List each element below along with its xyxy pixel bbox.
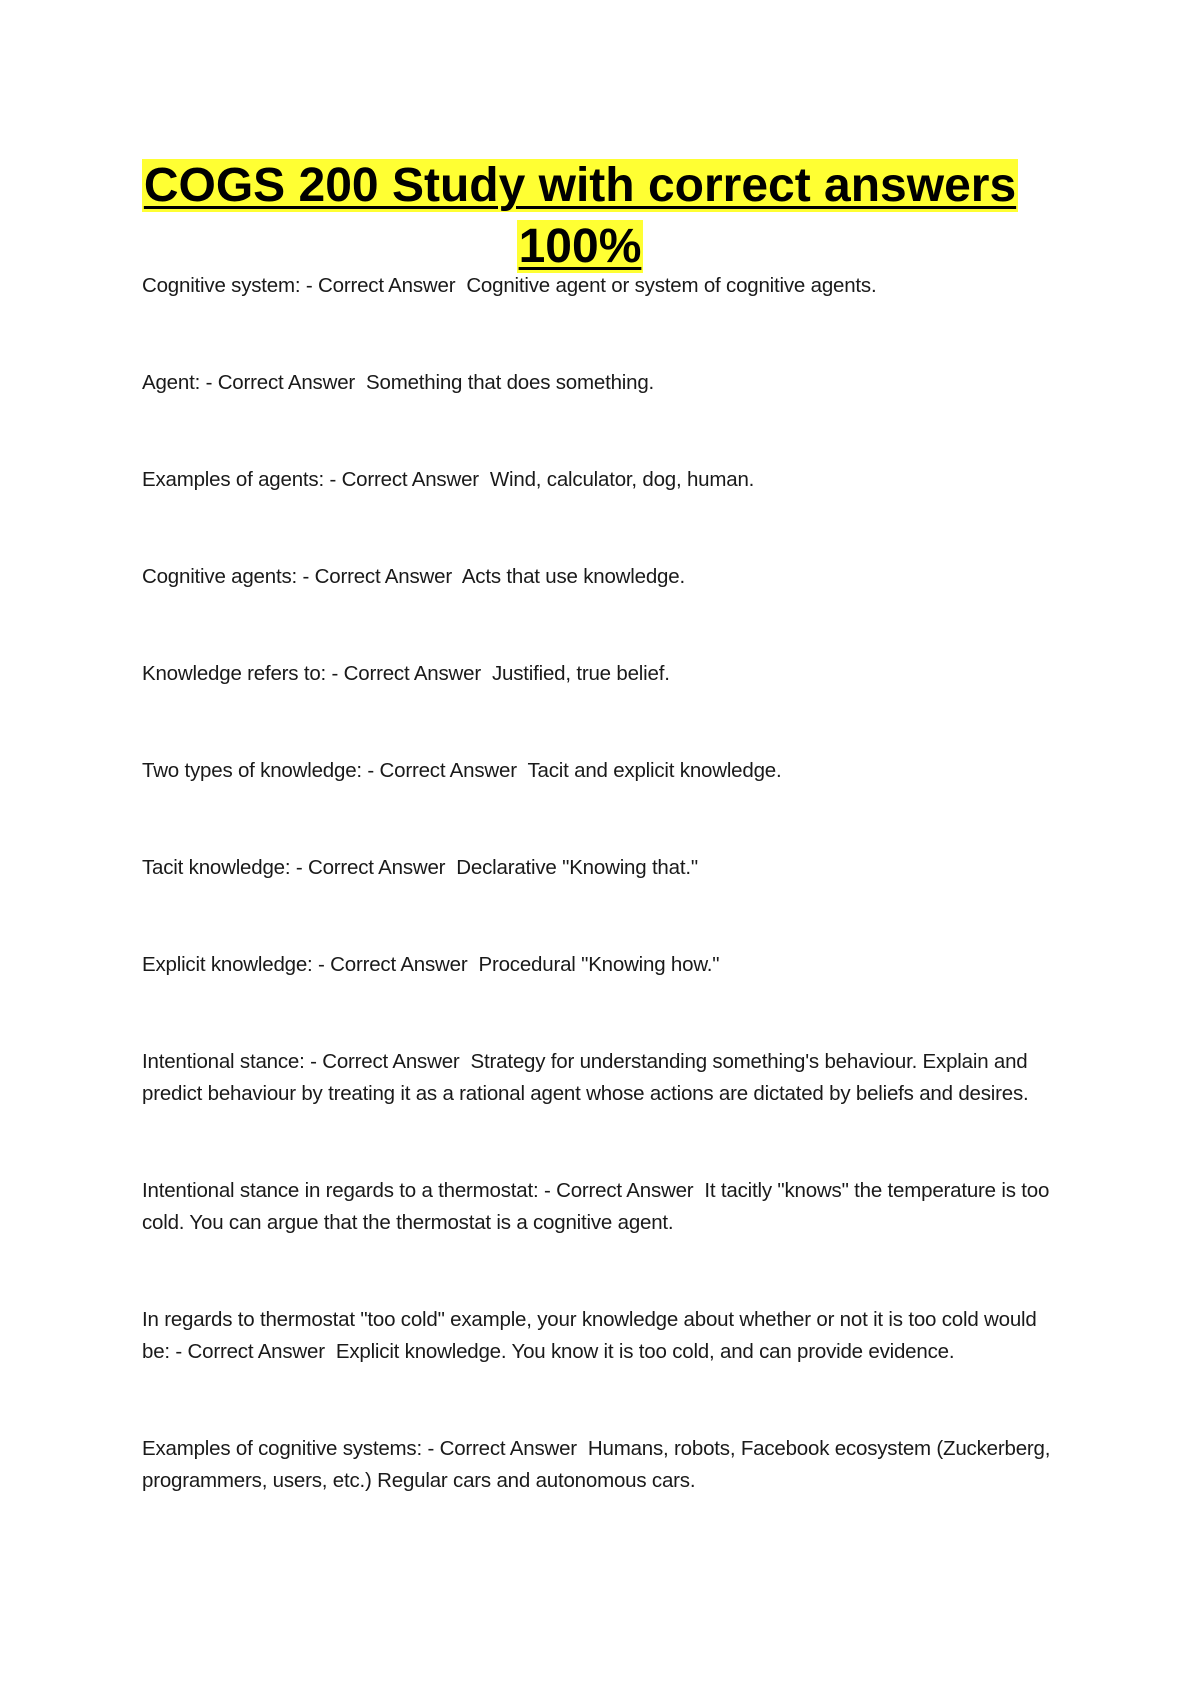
correct-answer-label: - Correct Answer xyxy=(326,662,492,685)
question-text: Cognitive system: xyxy=(142,274,301,297)
question-text: Explicit knowledge: xyxy=(142,953,313,976)
answer-text: Procedural "Knowing how." xyxy=(478,953,720,976)
answer-text: Cognitive agent or system of cognitive agents. xyxy=(466,274,877,297)
question-text: Knowledge refers to: xyxy=(142,662,327,685)
correct-answer-label: - Correct Answer xyxy=(169,1340,336,1363)
question-text: Tacit knowledge: xyxy=(142,856,291,879)
qa-item xyxy=(142,1046,1067,1110)
answer-text: Humans, robots, Facebook ecosystem (Zuckerberg, programmers, users, etc.) Regular cars and autonomous cars. xyxy=(142,1437,1051,1492)
correct-answer-label: - Correct Answer xyxy=(421,1437,588,1460)
correct-answer-label: - Correct Answer xyxy=(361,759,528,782)
qa-item xyxy=(142,949,1067,981)
answer-text: Something that does something. xyxy=(366,371,655,394)
qa-item xyxy=(142,1304,1067,1368)
qa-item xyxy=(142,270,1067,302)
qa-item xyxy=(142,658,1067,690)
answer-text: Explicit knowledge. You know it is too cold, and can provide evidence. xyxy=(335,1340,955,1363)
answer-text: It tacitly "knows" the temperature is too cold. You can argue that the thermostat is a cognitive agent. xyxy=(142,1179,1050,1234)
correct-answer-label: - Correct Answer xyxy=(297,565,462,588)
question-text: Agent: xyxy=(142,371,201,394)
qa-item xyxy=(142,852,1067,884)
question-text: Two types of knowledge: xyxy=(142,759,362,782)
question-text: Intentional stance in regards to a thermostat: xyxy=(142,1179,539,1202)
question-text: Examples of cognitive systems: xyxy=(142,1437,422,1460)
qa-item xyxy=(142,755,1067,787)
answer-text: Declarative "Knowing that." xyxy=(456,856,698,879)
qa-item xyxy=(142,464,1067,496)
correct-answer-label: - Correct Answer xyxy=(323,468,490,491)
answer-text: Justified, true belief. xyxy=(491,662,670,685)
title-line-2: 100% xyxy=(518,220,642,273)
document-title xyxy=(120,155,1040,277)
qa-item xyxy=(142,561,1067,593)
correct-answer-label: - Correct Answer xyxy=(312,953,479,976)
qa-item xyxy=(142,1175,1067,1239)
question-text: In regards to thermostat "too cold" example, your knowledge about whether or not it is too cold would be: xyxy=(142,1308,1037,1363)
title-line-1: COGS 200 Study with correct answers xyxy=(143,159,1017,212)
correct-answer-label: - Correct Answer xyxy=(300,274,467,297)
answer-text: Strategy for understanding something's behaviour. Explain and predict behaviour by treating it as a rational agent whose actions are dictated by beliefs and desires. xyxy=(142,1050,1029,1105)
answer-text: Acts that use knowledge. xyxy=(461,565,685,588)
question-text: Intentional stance: xyxy=(142,1050,305,1073)
qa-item xyxy=(142,367,1067,399)
question-text: Cognitive agents: xyxy=(142,565,298,588)
question-text: Examples of agents: xyxy=(142,468,324,491)
correct-answer-label: - Correct Answer xyxy=(304,1050,471,1073)
qa-item xyxy=(142,1433,1067,1497)
answer-text: Tacit and explicit knowledge. xyxy=(527,759,782,782)
correct-answer-label: - Correct Answer xyxy=(200,371,367,394)
answer-text: Wind, calculator, dog, human. xyxy=(489,468,755,491)
correct-answer-label: - Correct Answer xyxy=(290,856,457,879)
correct-answer-label: - Correct Answer xyxy=(538,1179,705,1202)
